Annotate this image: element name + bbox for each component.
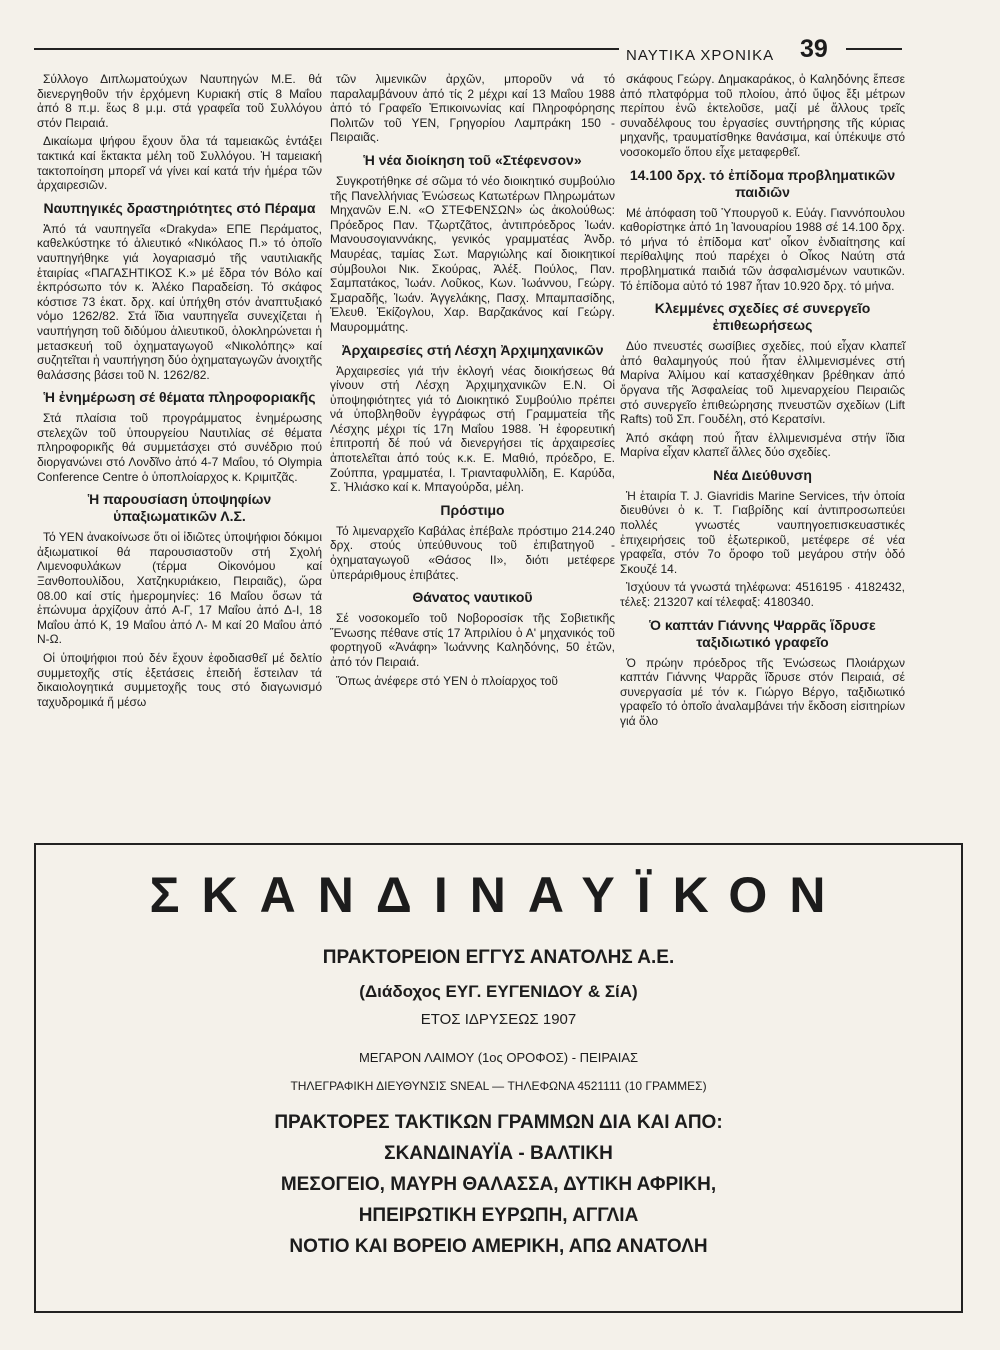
- page-number: 39: [800, 35, 828, 63]
- article-paragraph: Τό λιμεναρχεῖο Καβάλας ἐπέβαλε πρόστιμο 214.240 δρχ. στούς ὑπεύθυνους τοῦ ἐπιβατηγοῦ - ὀχηματαγωγοῦ «Θάσος ΙΙ», διότι μετέφερε ὑπεράριθμους ἐπιβάτες.: [330, 523, 615, 582]
- article-heading: Ἀρχαιρεσίες στή Λέσχη Ἀρχιμηχανικῶν: [341, 341, 604, 358]
- article-paragraph: Ἡ ἑταιρία T. J. Giavridis Marine Services, τήν ὁποία διευθύνει ὁ κ. Τ. Γιαβρίδης καί ἀντιπροσωπεύει πολλές γνωστές ναυπηγοεπισκευαστικές ἐπιχειρήσεις τοῦ ἐξωτερικοῦ, μετέφερε σέ νέα γραφεῖα, στόν 7ο ὄροφο τοῦ μεγάρου στήν ὁδό Σκουζέ 14.: [620, 488, 905, 576]
- article-paragraph: Τό ΥΕΝ ἀνακοίνωσε ὅτι οἱ ἰδιῶτες ὑποψήφιοι δόκιμοι ἀξιωματικοί θά παρουσιαστοῦν στή Σχολή Λιμενοφυλάκων (τέρμα Οἰκονόμου καί Ξανθοπουλίδου, Χατζηκυριάκειο, Πειραιᾶς), ὥρα 08.00 καί στίς ἡμερομηνίες: 16 Μαΐου ὅσων τά ἐπώνυμα ἀρχίζουν ἀπό Α-Γ, 17 Μαΐου ἀπό Δ-Ι, 18 Μαΐου ἀπό Κ, 19 Μαΐου ἀπό Λ- Μ καί 20 Μαΐου ἀπό Ν-Ω.: [37, 530, 322, 647]
- article-paragraph: Συγκροτήθηκε σέ σῶμα τό νέο διοικητικό συμβούλιο τῆς Πανελλήνιας Ἑνώσεως Κατωτέρων Πληρωμάτων Μηχανῶν Ε.Ν. «Ο ΣΤΕΦΕΝΣΩΝ» ὡς ἀκολούθως: Πρόεδρος Παν. Τζωρτζᾶτος, ἀντιπρόεδρος Ἰωάν. Μανουσογιαννάκης, γενικός γραμματέας Ἀνδρ. Μαυρέας, ταμίας Σωτ. Μαργιώλης καί διοικητικοί σύμβουλοι Νικ. Σκούρας, Ἀλέξ. Πούλος, Παν. Σαμπατάκος, Ἰωάν. Λοῦκος, Κων. Ἰωάννου, Γεώργ. Σμαραδῆς, Ἰωάν. Ἀγγελάκης, Πασχ. Μπαμπασίδης, Ἐλευθ. Ἐκίζογλου, Χαρ. Βαρζακάνος καί Γεώργ. Μαυρομμάτης.: [330, 173, 615, 334]
- ad-brand: ΣΚΑΝΔΙΝΑΥΪΚΟΝ: [149, 867, 848, 923]
- article-paragraph: Δύο πνευστές σωσίβιες σχεδίες, πού εἶχαν κλαπεῖ ἀπό θαλαμηγούς πού ἦταν ἐλλιμενισμένες στή Μαρίνα Ἀλίμου καί κατασχέθηκαν βρέθηκαν ἀπό ὄργανα τῆς Ἀσφαλείας τοῦ λιμεναρχείου Πειραιῶς στό συνεργεῖο ἐπιθεώρησης πνευστῶν σχεδίων (Lift Rafts) τοῦ Σπ. Γουδέλη, στό Κερατσίνι.: [620, 339, 905, 427]
- ad-founded: ΕΤΟΣ ΙΔΡΥΣΕΩΣ 1907: [420, 1011, 577, 1028]
- ad-successor: (Διάδοχος ΕΥΓ. ΕΥΓΕΝΙΔΟΥ & ΣίΑ): [359, 982, 638, 1001]
- article-heading: Ὁ καπτάν Γιάννης Ψαρρᾶς ἵδρυσε ταξιδιωτικό γραφεῖο: [649, 616, 876, 650]
- article-paragraph: Στά πλαίσια τοῦ προγράμματος ἐνημέρωσης στελεχῶν τοῦ ὑπουργείου Ναυτιλίας σέ θέματα πληροφορικῆς θά συμμετάσχει στό συνέδριο πού διοργανώνει στό Λονδῖνο ἀπό 4-7 Μαΐου, τό Olympia Conference Centre ὁ ὑποπλοίαρχος κ. Κριμιτζᾶς.: [37, 411, 322, 484]
- article-paragraph: Ὁ πρώην πρόεδρος τῆς Ἑνώσεως Πλοιάρχων καπτάν Γιάννης Ψαρρᾶς ἵδρυσε στόν Πειραιά, σέ συνεργασία μέ τόν κ. Γιώργο Βέργο, ταξιδιωτικό γραφεῖο τό ὁποῖο ἀναλαμβάνει τήν ἔκδοση εἰσιτηρίων γιά ὅλο: [620, 655, 905, 728]
- article-paragraph: Ἀρχαιρεσίες γιά τήν ἐκλογή νέας διοικήσεως θά γίνουν στή Λέσχη Ἀρχιμηχανικῶν Ε.Ν. Οἱ ὑποψηφιότητες γιά τό Διοικητικό Συμβούλιο πρέπει νά ὑποβληθοῦν ἐγγράφως στή Γραμματεία τῆς Λέσχης μέχρι τίς 17η Μαΐου 1988. Ἡ ἐφορευτική ἐπιτροπή δέ πού νά διενεργήσει τίς ἀρχαιρεσίες ἀποτελεῖται ἀπό τούς κ.κ. Ε. Μαθιό, πρόεδρο, Ε. Ζούππα, γραμματέα, Ι. Τριανταφυλλίδη, Ε. Καρύδα, Σ. Ἠλιάσκο καί κ. Μπαγούρδα, μέλη.: [330, 363, 615, 495]
- article-heading: Κλεμμένες σχεδίες σέ συνεργεῖο ἐπιθεωρήσεως: [654, 300, 871, 334]
- article-heading: Θάνατος ναυτικοῦ: [412, 589, 533, 606]
- article-paragraph: Ἀπό σκάφη πού ἦταν ἐλλιμενισμένα στήν ἴδια Μαρίνα εἶχαν κλαπεῖ ἄλλες δύο σχεδίες.: [620, 430, 905, 460]
- ad-contact: ΤΗΛΕΓΡΑΦΙΚΗ ΔΙΕΥΘΥΝΣΙΣ SNEAL — ΤΗΛΕΦΩΝΑ 4521111 (10 ΓΡΑΜΜΕΣ): [290, 1079, 707, 1093]
- ad-line: ΠΡΑΚΤΟΡΕΣ ΤΑΚΤΙΚΩΝ ΓΡΑΜΜΩΝ ΔΙΑ ΚΑΙ ΑΠΟ:: [274, 1112, 723, 1133]
- article-column-2: [330, 72, 615, 692]
- article-heading: Πρόστιμο: [440, 501, 505, 518]
- article-heading: Νέα Διεύθυνση: [713, 466, 812, 483]
- article-paragraph: Δικαίωμα ψήφου ἔχουν ὅλα τά ταμειακῶς ἐντάξει τακτικά καί ἔκτακτα μέλη τοῦ Συλλόγου. Ἡ ταμειακή τακτοποίηση μπορεῖ νά γίνει καί κατά τήν ἡμέρα τῶν ἀρχαιρεσιῶν.: [37, 134, 322, 193]
- article-heading: Ἡ παρουσίαση ὑποψηφίων ὑπαξιωματικῶν Λ.Σ.: [87, 491, 272, 525]
- advertisement: [34, 843, 963, 1313]
- article-paragraph: Σύλλογο Διπλωματούχων Ναυπηγών Μ.Ε. θά διενεργηθοῦν τήν ἐρχόμενη Κυριακή στίς 8 Μαΐου ἀπό 8 π.μ. ἕως 8 μ.μ. στά γραφεῖα τοῦ Συλλόγου στόν Πειραιά.: [37, 72, 322, 130]
- ad-company-name: ΠΡΑΚΤΟΡΕΙΟΝ ΕΓΓΥΣ ΑΝΑΤΟΛΗΣ Α.Ε.: [322, 947, 675, 968]
- magazine-name: ΝΑΥΤΙΚΑ ΧΡΟΝΙΚΑ: [626, 47, 775, 64]
- article-column-1: [37, 72, 322, 713]
- header-rule-left: [34, 48, 619, 50]
- article-paragraph: Οἱ ὑποψήφιοι πού δέν ἔχουν ἐφοδιασθεῖ μέ δελτίο συμμετοχῆς στίς ἐξετάσεις ἐπειδή ἔστειλαν τά δικαιολογητικά συμμετοχῆς τους στό διαγωνισμό ταχυδρομικά ἤ μέσω: [37, 651, 322, 709]
- article-paragraph: Ὅπως ἀνέφερε στό ΥΕΝ ὁ πλοίαρχος τοῦ: [336, 673, 558, 688]
- ad-line: ΜΕΣΟΓΕΙΟ, ΜΑΥΡΗ ΘΑΛΑΣΣΑ, ΔΥΤΙΚΗ ΑΦΡΙΚΗ,: [280, 1174, 717, 1195]
- article-heading: Ἡ ἐνημέρωση σέ θέματα πληροφοριακῆς: [43, 389, 316, 406]
- article-heading: 14.100 δρχ. τό ἐπίδομα προβληματικῶν παιδιῶν: [629, 166, 896, 200]
- ad-line: ΣΚΑΝΔΙΝΑΥΪΑ - ΒΑΛΤΙΚΗ: [384, 1143, 613, 1164]
- ad-address: ΜΕΓΑΡΟΝ ΛΑΙΜΟΥ (1ος ΟΡΟΦΟΣ) - ΠΕΙΡΑΙΑΣ: [358, 1050, 639, 1065]
- article-heading: Ἡ νέα διοίκηση τοῦ «Στέφενσον»: [363, 151, 582, 168]
- article-paragraph: Ἰσχύουν τά γνωστά τηλέφωνα: 4516195 · 4182432, τέλεξ: 213207 καί τέλεφαξ: 4180340.: [620, 580, 905, 610]
- article-paragraph: σκάφους Γεώργ. Δημακαράκος, ὁ Καληδόνης ἔπεσε ἀπό πλατφόρμα τοῦ πλοίου, ἀπό ὕψος ἔξι μέτρων περίπου ἐνῶ ἐκτελοῦσε, μαζί μέ ἄλλους τρεῖς συναδέλφους του ἐργασίες συντήρησης τῆς κύριας μηχανῆς, τραυματίσθηκε θανάσιμα, καί ὑπέκυψε στό νοσοκομεῖο ὅπου εἶχε μεταφερθεῖ.: [620, 72, 905, 159]
- ad-service-lines: [36, 1107, 961, 1262]
- article-paragraph: Μέ ἀπόφαση τοῦ Ὑπουργοῦ κ. Εὐάγ. Γιαννόπουλου καθορίστηκε ἀπό 1η Ἰανουαρίου 1988 σέ 14.100 δρχ. τό μήνα τό ἐπίδομα κατ' οἶκον ἐνδιαίτησης καί περίθαλψης πού παρέχει ὁ Οἶκος Ναύτη στά προβληματικά παιδιά τῶν ἀσφαλισμένων ναυτικῶν. Τό ἐπίδομα αὐτό τό 1987 ἦταν 10.920 δρχ. τό μήνα.: [620, 205, 905, 293]
- header-rule-right: [846, 48, 902, 50]
- article-paragraph: Σέ νοσοκομεῖο τοῦ Νοβοροσίσκ τῆς Σοβιετικῆς Ἕνωσης πέθανε στίς 17 Ἀπριλίου ὁ Α' μηχανικός τοῦ φορτηγοῦ «Ἀνάφη» Ἰωάννης Καληδόνης, 50 ἐτῶν, ἀπό τόν Πειραιά.: [330, 611, 615, 669]
- ad-line: ΝΟΤΙΟ ΚΑΙ ΒΟΡΕΙΟ ΑΜΕΡΙΚΗ, ΑΠΩ ΑΝΑΤΟΛΗ: [289, 1236, 708, 1257]
- article-paragraph: τῶν λιμενικῶν ἀρχῶν, μποροῦν νά τό παραλαμβάνουν ἀπό τίς 2 μέχρι καί 13 Μαΐου 1988 ἀπό τό Γραφεῖο Ἐπικοινωνίας καί Πληροφόρησης Πολιτῶν τοῦ ΥΕΝ, Γρηγορίου Λαμπράκη 150 - Πειραιᾶς.: [330, 72, 615, 145]
- article-paragraph: Ἀπό τά ναυπηγεῖα «Drakyda» ΕΠΕ Περάματος, καθελκύστηκε τό ἁλιευτικό «Νικόλαος Π.» τό ὁποῖο ναυπηγήθηκε γιά λογαριασμό τῆς ναυτιλιακῆς ἑταιρίας «ΠΑΓΑΣΗΤΙΚΟΣ Κ.» μέ ἕδρα τόν Βόλο καί ἐκπρόσωπο τόν κ. Ἀλέκο Παραδείση. Τό σκάφος κόστισε 73 ἑκατ. δρχ. καί ὑπήχθη στόν ἀναπτυξιακό νόμο 1262/82. Στά ἴδια ναυπηγεῖα συνεχίζεται ἡ ναυπήγηση τοῦ διδύμου ἁλιευτικοῦ, ὁλοκληρώνεται ἡ μετασκευή τοῦ ὀχηματαγωγοῦ «Νικολόπης» καί συζητεῖται ἡ ναυπήγηση δύο ὀχηματαγωγῶν ἀνοιχτῆς θαλάσσης βάσει τοῦ Ν. 1262/82.: [37, 221, 322, 382]
- article-column-3: [620, 72, 905, 733]
- ad-line: ΗΠΕΙΡΩΤΙΚΗ ΕΥΡΩΠΗ, ΑΓΓΛΙΑ: [358, 1205, 639, 1226]
- article-heading: Ναυπηγικές δραστηριότητες στό Πέραμα: [43, 199, 316, 216]
